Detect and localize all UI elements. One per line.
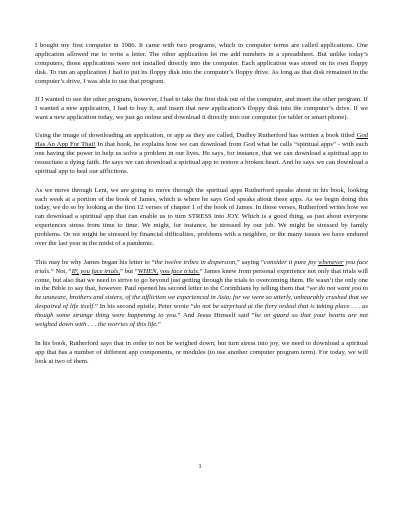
paragraph-text: ” [157, 321, 161, 329]
paragraph [35, 187, 368, 250]
page-number: 1 [198, 463, 202, 470]
emphasized-text: God Has An App For That! [35, 132, 368, 149]
emphasized-text: we do not want you to be unaware, brothers and sisters, of the affliction we experienced in Asia; for we were so utterly, unbearably crushed that we despaired of life itself. [35, 285, 368, 311]
paragraph-text: ” but “ [120, 267, 138, 275]
paragraph-text: I bought my first computer in 1986. It came with two programs, which in computer terms are called applications. One application allowed me to write a letter. The other application let me add numbers in a spreadsheet. But unlike today’s computers, those applications were not installed directly into the computer. Each application was stored on its own floppy disk. To run an application I had to put its floppy disk into the computer’s floppy drive. As long as that disk remained in the computer’s drive, I was able to use that program. [35, 42, 368, 85]
document-page [35, 42, 368, 376]
emphasized-text: be on guard so that your hearts are not weighed down with . . . the worries of this life. [35, 312, 368, 329]
paragraph-text: If I wanted to use the other program, however, I had to take the first disk out of the computer, and insert the other program. If I wanted a new application, I had to buy it, and insert that new application’s floppy disk into the computer’s drive. If we want a new application today, we just go online and download it directly into our computer (or tablet or smart phone). [35, 96, 368, 122]
paragraph-text: ” James knew from personal experience not only that trials will come, but also that we need to strive to go beyond just getting through the trials to overcoming them. He wasn’t the only one in the Bible to say that, however. Paul opened his second letter to the Corinthians by telling them that “ [35, 267, 369, 293]
paragraph-text: ” And Jesus Himself said “ [177, 312, 255, 320]
paragraph-text: As we move through Lent, we are going to move through the spiritual apps Rutherford speaks about in his book, looking each week at a portion of the book of James, which is where he says God speaks about these apps. As we begin doing this today, we do so by looking at the first 12 verses of chapter 1 of the book of James. In those verses, Rutherford writes how we can download a spiritual app that can enable us to turn STRESS into JOY. Which is a good thing, as just about everyone experiences stress from time to time. We might, for instance, be stressed by our job. We might be stressed by family problems. Or we might be stressed by financial difficulties, problems with a neighbor, or the many issues we have endured over the last year in the midst of a pandemic. [35, 186, 368, 248]
emphasized-text: the twelve tribes in dispersion, [154, 258, 237, 266]
paragraph [35, 42, 368, 87]
paragraph-text: ” saying “ [236, 258, 264, 266]
paragraph-text: This may be why James began his letter to “ [35, 258, 155, 266]
emphasized-text: WHEN, you face trials. [137, 267, 200, 275]
emphasized-text: IF, you face trials, [71, 267, 121, 275]
paragraph-text: Using the image of downloading an application, or app as they are called, Dudley Rutherford has written a book titled [35, 132, 357, 140]
paragraph-text: ” In his second epistle, Peter wrote “ [94, 303, 194, 311]
paragraph-text: In his book, Rutherford says that in order to not be weighed down, but turn stress into joy, we need to download a spiritual app that has a number of different app components, or modules (to use another computer program term). For today, we will look at two of them. [35, 339, 368, 365]
emphasized-text: whenever [318, 258, 344, 266]
paragraph [35, 96, 368, 123]
emphasized-text: you face trials. [35, 258, 368, 275]
paragraph-text: In that book, he explains how we can download from God what he calls “spiritual apps” - with each one having the power to help us solve a problem in our lives. He says, for instance, that we can download a spiritual app to resuscitate a dying faith. He says we can download a spiritual app to restore a broken heart. And he says we can download a spiritual app to heal our afflictions. [35, 141, 368, 176]
emphasized-text: consider it pure joy [263, 258, 319, 266]
paragraph [35, 259, 368, 331]
paragraph [35, 132, 368, 177]
paragraph-text: ” Not, “ [50, 267, 72, 275]
paragraph [35, 340, 368, 367]
emphasized-text: do not be surprised at the fiery ordeal that is taking place . . . as though some strange thing were happening to you. [35, 303, 368, 320]
